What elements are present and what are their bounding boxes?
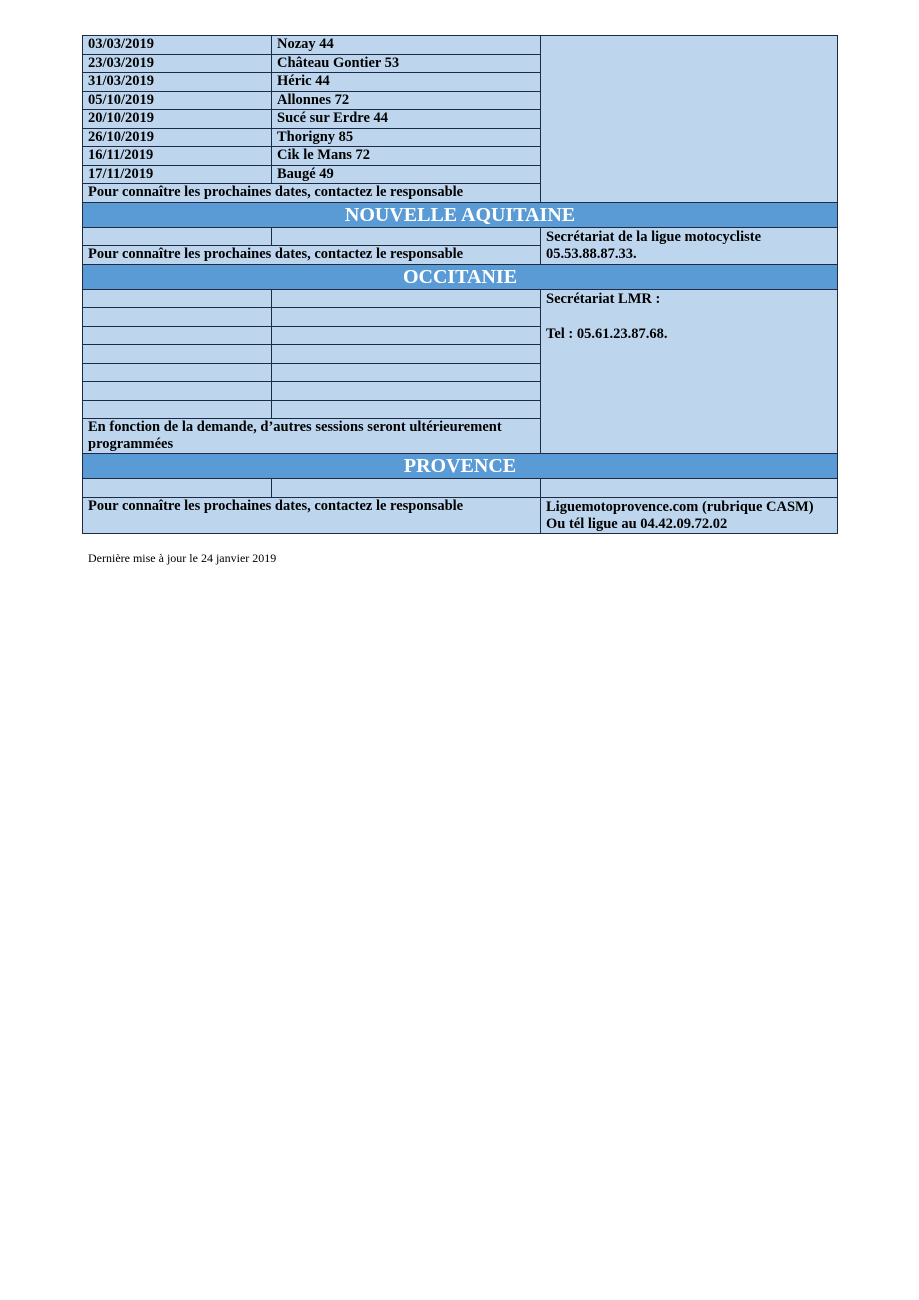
place-cell <box>272 326 541 345</box>
contact-cell <box>541 289 838 454</box>
note-cell: Pour connaître les prochaines dates, contactez le responsable <box>83 497 541 533</box>
place-cell <box>272 345 541 364</box>
date-cell: 17/11/2019 <box>83 165 272 184</box>
date-cell <box>83 308 272 327</box>
note-cell: Pour connaître les prochaines dates, contactez le responsable <box>83 246 541 265</box>
date-cell: 20/10/2019 <box>83 110 272 129</box>
contact-website: Liguemotoprovence.com (rubrique CASM) <box>546 498 814 515</box>
place-cell: Cik le Mans 72 <box>272 147 541 166</box>
place-cell <box>272 382 541 401</box>
place-cell: Héric 44 <box>272 73 541 92</box>
date-cell: 23/03/2019 <box>83 54 272 73</box>
place-cell: Château Gontier 53 <box>272 54 541 73</box>
date-cell: 31/03/2019 <box>83 73 272 92</box>
place-cell: Nozay 44 <box>272 36 541 55</box>
date-cell: 05/10/2019 <box>83 91 272 110</box>
contact-cell <box>541 497 838 533</box>
place-cell <box>272 363 541 382</box>
contact-line: Secrétariat LMR : <box>546 290 661 307</box>
date-cell <box>83 400 272 419</box>
table-row <box>83 497 838 533</box>
region-header-row <box>83 202 838 227</box>
region-header-row <box>83 264 838 289</box>
contact-line: Secrétariat de la ligue motocycliste <box>546 228 762 245</box>
region-title: PROVENCE <box>83 454 838 479</box>
table-row <box>83 36 838 55</box>
region-title: NOUVELLE AQUITAINE <box>83 202 838 227</box>
place-cell: Thorigny 85 <box>272 128 541 147</box>
date-cell: 26/10/2019 <box>83 128 272 147</box>
date-cell <box>83 289 272 308</box>
contact-cell <box>541 479 838 498</box>
contact-phone: 05.53.88.87.33. <box>546 245 637 262</box>
date-cell: 03/03/2019 <box>83 36 272 55</box>
place-cell <box>272 227 541 246</box>
place-cell <box>272 400 541 419</box>
contact-cell <box>541 36 838 203</box>
table-row <box>83 479 838 498</box>
last-update-note: Dernière mise à jour le 24 janvier 2019 <box>88 551 277 565</box>
contact-phone: Tel : 05.61.23.87.68. <box>546 325 668 342</box>
date-cell <box>83 227 272 246</box>
contact-phone: Ou tél ligue au 04.42.09.72.02 <box>546 515 728 532</box>
table-row <box>83 289 838 308</box>
place-cell <box>272 289 541 308</box>
date-cell <box>83 326 272 345</box>
place-cell: Allonnes 72 <box>272 91 541 110</box>
note-cell: En fonction de la demande, d’autres sessions seront ultérieurement programmées <box>83 419 541 454</box>
date-cell: 16/11/2019 <box>83 147 272 166</box>
date-cell <box>83 345 272 364</box>
region-header-row <box>83 454 838 479</box>
date-cell <box>83 382 272 401</box>
place-cell <box>272 308 541 327</box>
place-cell: Baugé 49 <box>272 165 541 184</box>
table-row <box>83 227 838 246</box>
sessions-table <box>82 35 838 534</box>
region-title: OCCITANIE <box>83 264 838 289</box>
place-cell <box>272 479 541 498</box>
date-cell <box>83 479 272 498</box>
place-cell: Sucé sur Erdre 44 <box>272 110 541 129</box>
note-cell: Pour connaître les prochaines dates, contactez le responsable <box>83 184 541 203</box>
date-cell <box>83 363 272 382</box>
contact-cell <box>541 227 838 264</box>
